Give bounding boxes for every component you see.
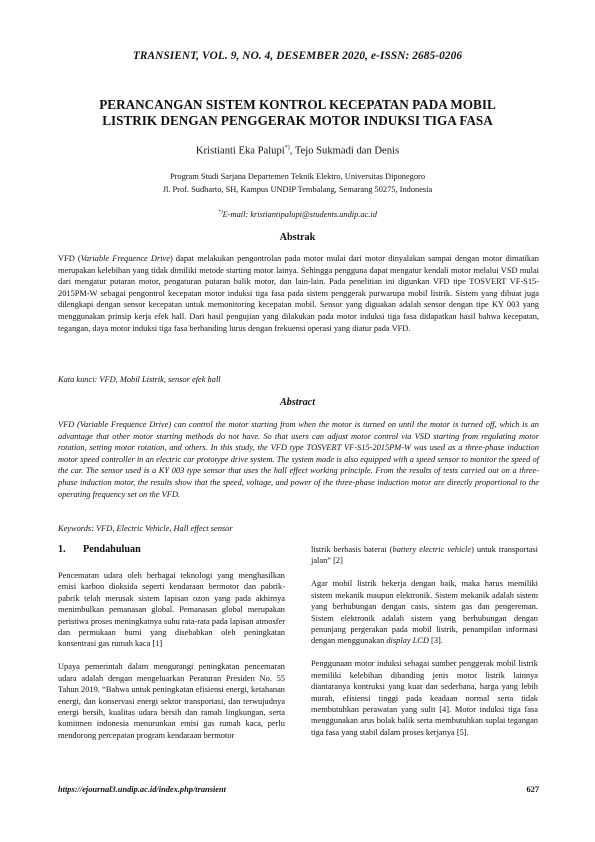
text-run: Agar mobil listrik bekerja dengan baik, maka harus memiliki sistem mekanik maupun elektronik. Sistem mekanik adalah sistem yang berhubungan dengan casis, sistem gas dan pengereman. Sistem elektronik adalah sistem yang berhubungan dengan penunjang pergerakan pada mobil listrik, penampilan informasi dengan menggunakan — [311, 579, 538, 646]
abstract-heading — [0, 397, 595, 408]
paragraph: Penggunaan motor induksi sebagai sumber penggerak mobil listrik memiliki kelebihan dibanding jenis motor listrik lainnya diantaranya kontruksi yang kuat dan sederhana, harga yang lebih murah, efisiensi tinggi pada keadaan normal serta tidak membutuhkan perawatan yang sulit [4]. Motor induksi tiga fasa menggunakan arus bolak balik serta membutuhkan suplai tegangan tiga fasa yang stabil dalam proses kerjanya [5]. — [311, 659, 538, 737]
right-column — [311, 544, 538, 750]
page-number: 627 — [526, 785, 539, 794]
other-authors: , Tejo Sukmadi dan Denis — [289, 145, 400, 157]
text-run-italic: display LCD — [386, 636, 429, 646]
left-column — [58, 570, 285, 753]
section-1-heading — [58, 544, 141, 555]
author-list — [0, 145, 595, 157]
kata-kunci: Kata kunci: VFD, Mobil Listrik, sensor efek hall — [58, 375, 221, 384]
email-text: E-mail: kristiantipalupi@students.undip.ac.id — [222, 209, 377, 219]
affiliation-line-1: Program Studi Sarjana Departemen Teknik Elektro, Universitas Diponegoro — [169, 172, 426, 181]
section-title: Pendahuluan — [83, 544, 141, 555]
paper-title — [70, 97, 525, 129]
paragraph: Upaya pemerintah dalam mengurangi peningkatan pencemaran udara adalah dengan mengeluarkan Peraturan Presiden No. 55 Tahun 2019. “Bahwa untuk peningkatan efisiensi energi, ketahanan energi, dan konservasi energi sektor transportasi, dan terwujudnya energi bersih, kualitas udara bersih dan ramah lingkungan, serta komitmen indonesia menurunkan emisi gas rumah kaca, perlu mendorong percepatan program kendaraan bermotor — [58, 662, 285, 740]
text-run-italic: battery electric vehicle — [392, 545, 472, 554]
paragraph — [311, 544, 538, 567]
email-mark: *) — [218, 209, 223, 215]
journal-header: TRANSIENT, VOL. 9, NO. 4, DESEMBER 2020, e-ISSN: 2685-0206 — [132, 50, 463, 62]
abstract-heading-text: Abstract — [279, 397, 316, 408]
text-run: ) untuk transportasi jalan” [2] — [311, 545, 538, 566]
abstrak-text-a: VFD ( — [58, 254, 81, 263]
title-line-2: LISTRIK DENGAN PENGGERAK MOTOR INDUKSI TIGA FASA — [102, 113, 493, 128]
paragraph — [311, 578, 538, 646]
section-number: 1. — [58, 544, 66, 555]
title-line-1: PERANCANGAN SISTEM KONTROL KECEPATAN PADA MOBIL — [99, 97, 496, 112]
paragraph: Pencemaran udara oleh berbagai teknologi yang menghasilkan emisi karbon dioksida seperti kendaraan bermotor dan pabrik-pabrik telah merusak sistem lapisan ozon yang pada akhirnya menimbulkan pemanasan global. Pemanasan global merupakan peristiwa proses meningkatnya suhu rata-rata pada lapisan atmosfer dan permukaan bumi yang disebabkan oleh peningkatan konsentrasi gas rumah kaca [1] — [58, 571, 285, 649]
abstrak-body — [58, 253, 539, 334]
affiliation — [0, 171, 595, 196]
abstrak-heading: Abstrak — [279, 232, 316, 243]
corresponding-mark: *) — [284, 145, 290, 151]
author-1: Kristianti Eka Palupi — [195, 145, 285, 157]
affiliation-line-2: Jl. Prof. Sudharto, SH, Kampus UNDIP Tembalang, Semarang 50275, Indonesia — [162, 184, 433, 194]
text-run: [3]. — [428, 636, 443, 646]
abstract-body: VFD (Variable Frequence Drive) can control the motor starting from when the motor is turned on until the motor is turned off, which is an advantage that other motor starting methods do not have. So that users can adjust motor control via VSD starting from regulating motor rotation, setting motor rotation, and others. In this study, the VFD type TOSVERT VF-S15-2015PM-W was used as a three-phase induction motor speed controller in an electric car prototype drive system. The system made is also equipped with a speed sensor to monitor the speed of the car. The sensor used is a KY 003 type sensor that uses the hall effect working principle. From the results of tests carried out on a three-phase induction motor, the results show that the speed, voltage, and power of the three-phase induction motor are directly proportional to the operating frequency set on the VFD. — [58, 420, 539, 499]
abstrak-text-b: ) dapat melakukan pengontrolan pada motor mulai dari motor dinyalakan sampai dengan motor dimatikan merupakan kelebihan yang tidak dimiliki metode starting motor lainya. Sehingga pengguna dapat mengatur kendali motor melalui VSD mulai dari mengatur putaran motor, pengaturan putaran balik motor, dan lain-lain. Pada penelitian ini digunkan VFD tipe TOSVERT VF-S15-2015PM-W sebagai pengontrol kecepatan motor induksi tiga fasa pada sistem penggerak purwarupa mobil listrik. Sistem yang dibuat juga dilengkapi dengan sensor kecepatan untuk memonitoring kecepatan mobil. Sensor yang diguakan adalah sensor dengan tipe KY 003 yang menggunakan prinsip kerja efek hall. Dari hasil pengujian yang dilakukan pada motor induksi tiga fasa didapatkan hasil bahwa kecepatan, tegangan, daya motor induksi tiga fasa berbanding lurus dengan frekuensi operasi yang diatur pada VFD. — [58, 254, 539, 333]
keywords: Keywords: VFD, Electric Vehicle, Hall effect sensor — [58, 524, 233, 533]
text-run: listrik berbasis baterai ( — [311, 545, 393, 554]
abstrak-text-italic: Variable Frequence Drive — [80, 254, 170, 263]
footer-url[interactable]: https://ejournal3.undip.ac.id/index.php/transient — [58, 785, 227, 794]
author-email — [0, 209, 595, 219]
